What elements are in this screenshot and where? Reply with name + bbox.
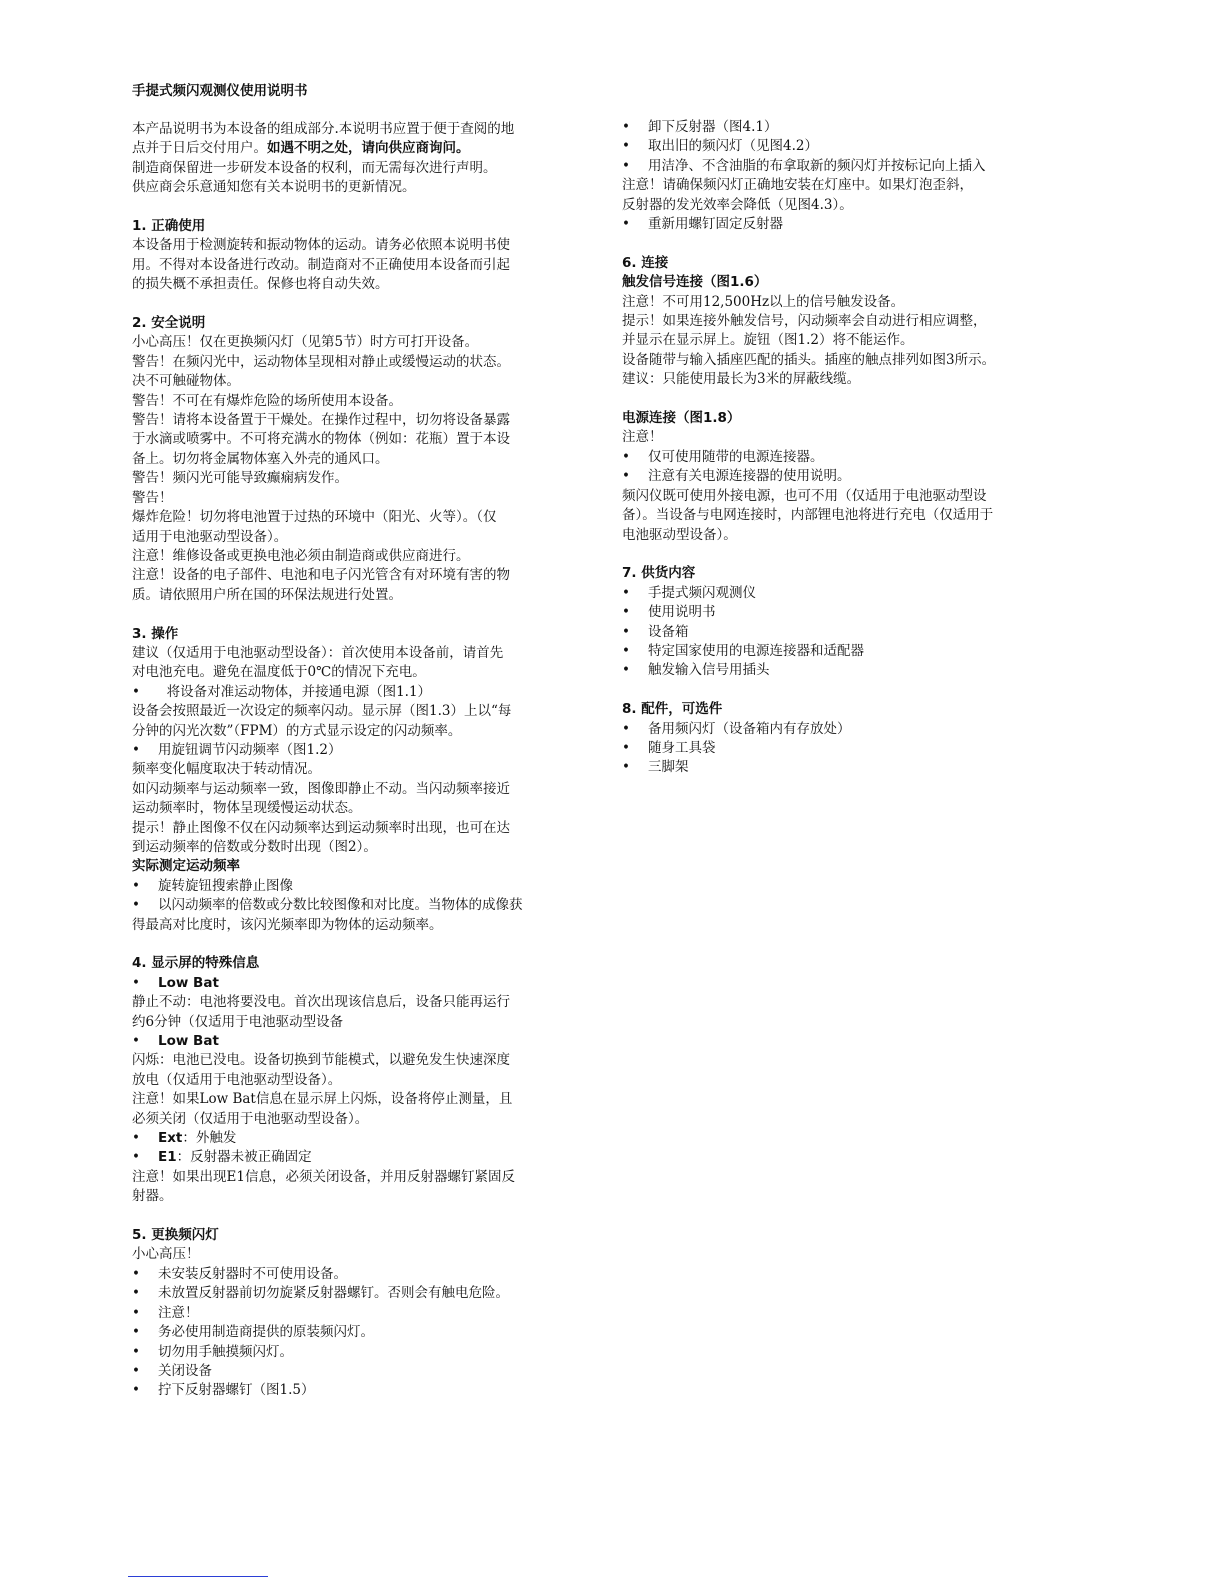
spacer <box>622 234 1082 253</box>
bullet-item <box>132 1284 604 1303</box>
bullet-icon: • <box>132 1362 140 1379</box>
bullet-text: Low Bat <box>158 1033 219 1050</box>
bullet-text: 仅可使用随带的电源连接器。 <box>648 448 824 465</box>
bullet-item <box>132 683 604 702</box>
bullet-item <box>132 1343 604 1362</box>
bullet-text: 拧下反射器螺钉（图1.5） <box>158 1382 315 1399</box>
bullet-text: 使用说明书 <box>648 604 716 621</box>
bullet-icon: • <box>622 448 630 465</box>
spacer <box>132 935 604 954</box>
bullet-text: 注意有关电源连接器的使用说明。 <box>648 468 851 485</box>
bullet-item <box>132 1304 604 1323</box>
text-line: 得最高对比度时，该闪光频率即为物体的运动频率。 <box>132 916 443 933</box>
spacer <box>622 545 1082 564</box>
bullet-icon: • <box>132 1324 140 1341</box>
bullet-icon: • <box>132 1382 140 1399</box>
bullet-item <box>622 448 1082 467</box>
bullet-text: 未安装反射器时不可使用设备。 <box>158 1265 347 1282</box>
bullet-icon: • <box>132 1304 140 1321</box>
text-line: 供应商会乐意通知您有关本说明书的更新情况。 <box>132 179 416 196</box>
bullet-item <box>622 584 1082 603</box>
bullet-icon: • <box>132 683 140 700</box>
text-line: 设备随带与输入插座匹配的插头。插座的触点排列如图3所示。 <box>622 351 996 368</box>
text-line: 电池驱动型设备）。 <box>622 526 737 543</box>
text-line: 静止不动：电池将要没电。首次出现该信息后，设备只能再运行 <box>132 994 510 1011</box>
text-line: 闪烁：电池已没电。设备切换到节能模式，以避免发生快速深度 <box>132 1052 510 1069</box>
bullet-text: ：外触发 <box>182 1130 237 1147</box>
spacer <box>622 681 1082 700</box>
bullet-icon: • <box>622 216 630 233</box>
footnote-rule <box>128 1576 268 1577</box>
subheading: 实际测定运动频率 <box>132 858 240 875</box>
text-line: 适用于电池驱动型设备）。 <box>132 528 288 545</box>
bullet-text: 随身工具袋 <box>648 739 716 756</box>
bullet-text: 触发输入信号用插头 <box>648 662 770 679</box>
section-heading: 2. 安全说明 <box>132 315 206 332</box>
bullet-item <box>622 661 1082 680</box>
text-line: 用。不得对本设备进行改动。制造商对不正确使用本设备而引起 <box>132 256 510 273</box>
bullet-text: 切勿用手触摸频闪灯。 <box>158 1343 293 1360</box>
text-line: 备）。当设备与电网连接时，内部锂电池将进行充电（仅适用于 <box>622 507 994 524</box>
text-line: 分钟的闪光次数”（FPM）的方式显示设定的闪动频率。 <box>132 722 462 739</box>
text-line: 注意！设备的电子部件、电池和电子闪光管含有对环境有害的物 <box>132 567 510 584</box>
bullet-icon: • <box>132 877 140 894</box>
spacer <box>132 198 604 217</box>
text-line: 注意！请确保频闪灯正确地安装在灯座中。如果灯泡歪斜， <box>622 177 973 194</box>
bullet-item <box>132 1362 604 1381</box>
bullet-item <box>622 623 1082 642</box>
section-heading: 8. 配件，可选件 <box>622 701 723 718</box>
bullet-icon: • <box>132 741 140 758</box>
bullet-icon: • <box>622 720 630 737</box>
text-line: 的损失概不承担责任。保修也将自动失效。 <box>132 276 389 293</box>
bullet-item <box>622 758 1082 777</box>
bullet-item <box>622 118 1082 137</box>
text-line: 决不可触碰物体。 <box>132 373 240 390</box>
text-line: 运动频率时，物体呈现缓慢运动状态。 <box>132 800 362 817</box>
bullet-item <box>132 877 604 896</box>
bullet-item <box>132 1129 604 1148</box>
bullet-icon: • <box>132 897 140 914</box>
bullet-item <box>622 467 1082 486</box>
bullet-icon: • <box>622 468 630 485</box>
bullet-text: 注意！ <box>158 1304 199 1321</box>
text-segment: 点并于日后交付用户。 <box>132 140 267 157</box>
text-line: 本设备用于检测旋转和振动物体的运动。请务必依照本说明书使 <box>132 237 510 254</box>
emphasis-text: 如遇不明之处，请向供应商询问。 <box>267 140 470 157</box>
text-line: 本产品说明书为本设备的组成部分.本说明书应置于便于查阅的地 <box>132 121 515 137</box>
bullet-text: 旋转旋钮搜索静止图像 <box>158 877 293 894</box>
bullet-text: 设备箱 <box>648 623 689 640</box>
bullet-text: 用洁净、不含油脂的布拿取新的频闪灯并按标记向上插入 <box>648 157 986 174</box>
bullet-icon: • <box>622 604 630 621</box>
bullet-icon: • <box>132 1265 140 1282</box>
text-line: 制造商保留进一步研发本设备的权利，而无需每次进行声明。 <box>132 159 497 176</box>
section-heading: 1. 正确使用 <box>132 218 206 235</box>
bullet-icon: • <box>622 138 630 155</box>
section-heading: 5. 更换频闪灯 <box>132 1227 219 1244</box>
text-line <box>132 139 604 158</box>
spacer <box>622 390 1082 409</box>
text-line: 建议：只能使用最长为3米的屏蔽线缆。 <box>622 371 861 388</box>
text-line: 警告！在频闪光中，运动物体呈现相对静止或缓慢运动的状态。 <box>132 353 510 370</box>
text-line: 对电池充电。避免在温度低于0℃的情况下充电。 <box>132 664 426 681</box>
bullet-text: 以闪动频率的倍数或分数比较图像和对比度。当物体的成像获 <box>158 897 523 914</box>
bullet-item <box>622 739 1082 758</box>
bullet-icon: • <box>622 584 630 601</box>
bullet-text: 将设备对准运动物体，并接通电源（图1.1） <box>158 683 432 700</box>
bullet-code: Ext <box>158 1130 183 1147</box>
text-line: 反射器的发光效率会降低（见图4.3）。 <box>622 196 853 213</box>
bullet-item <box>132 1148 604 1167</box>
text-line: 放电（仅适用于电池驱动型设备）。 <box>132 1071 342 1088</box>
bullet-icon: • <box>622 642 630 659</box>
bullet-item <box>132 1381 604 1400</box>
bullet-item <box>132 1265 604 1284</box>
bullet-icon: • <box>132 1285 140 1302</box>
bullet-icon: • <box>622 759 630 776</box>
bullet-icon: • <box>132 1130 140 1147</box>
text-line: 建议（仅适用于电池驱动型设备）：首次使用本设备前，请首先 <box>132 644 504 661</box>
text-line: 备上。切勿将金属物体塞入外壳的通风口。 <box>132 450 389 467</box>
bullet-text: ：反射器未被正确固定 <box>176 1149 312 1166</box>
text-line: 必须关闭（仅适用于电池驱动型设备）。 <box>132 1110 369 1127</box>
spacer <box>132 1207 604 1226</box>
text-line: 质。请依照用户所在国的环保法规进行处置。 <box>132 586 402 603</box>
bullet-text: 务必使用制造商提供的原装频闪灯。 <box>158 1324 374 1341</box>
bullet-text: 关闭设备 <box>158 1362 212 1379</box>
bullet-code: E1 <box>158 1149 177 1166</box>
right-column <box>622 118 1082 778</box>
bullet-text: 卸下反射器（图4.1） <box>648 119 778 135</box>
text-line: 小心高压！ <box>132 1246 200 1263</box>
text-line: 警告！请将本设备置于干燥处。在操作过程中，切勿将设备暴露 <box>132 412 510 429</box>
bullet-item <box>622 215 1082 234</box>
bullet-text: 特定国家使用的电源连接器和适配器 <box>648 642 864 659</box>
document-title: 手提式频闪观测仪使用说明书 <box>132 83 308 99</box>
text-line: 注意！如果出现E1信息，必须关闭设备，并用反射器螺钉紧固反 <box>132 1168 515 1185</box>
bullet-text: 用旋钮调节闪动频率（图1.2） <box>158 741 342 758</box>
bullet-item <box>622 157 1082 176</box>
bullet-item <box>622 137 1082 156</box>
section-heading: 3. 操作 <box>132 625 179 642</box>
text-line: 提示！静止图像不仅在闪动频率达到运动频率时出现，也可在达 <box>132 819 510 836</box>
bullet-icon: • <box>622 662 630 679</box>
bullet-icon: • <box>622 157 630 174</box>
bullet-icon: • <box>132 1343 140 1360</box>
bullet-text: 未放置反射器前切勿旋紧反射器螺钉。否则会有触电危险。 <box>158 1285 509 1302</box>
bullet-item <box>622 603 1082 622</box>
bullet-icon: • <box>622 119 630 135</box>
text-line: 设备会按照最近一次设定的频率闪动。显示屏（图1.3）上以“每 <box>132 703 512 720</box>
text-line: 爆炸危险！切勿将电池置于过热的环境中（阳光、火等）。（仅 <box>132 509 497 526</box>
bullet-item <box>132 1323 604 1342</box>
text-line: 射器。 <box>132 1188 173 1205</box>
bullet-icon: • <box>132 1149 140 1166</box>
bullet-item <box>622 642 1082 661</box>
bullet-item <box>132 1032 604 1051</box>
bullet-item <box>132 741 604 760</box>
text-line: 注意！如果Low Bat信息在显示屏上闪烁，设备将停止测量，且 <box>132 1091 513 1108</box>
bullet-icon: • <box>622 623 630 640</box>
bullet-text: 备用频闪灯（设备箱内有存放处） <box>648 720 851 737</box>
text-line: 注意！ <box>622 429 663 446</box>
section-heading: 4. 显示屏的特殊信息 <box>132 955 260 972</box>
bullet-icon: • <box>622 739 630 756</box>
text-line: 于水滴或喷雾中。不可将充满水的物体（例如：花瓶）置于本设 <box>132 431 510 448</box>
text-line: 提示！如果连接外触发信号，闪动频率会自动进行相应调整， <box>622 313 987 330</box>
bullet-item <box>132 974 604 993</box>
text-line: 小心高压！仅在更换频闪灯（见第5节）时方可打开设备。 <box>132 334 479 351</box>
section-heading: 6. 连接 <box>622 254 669 271</box>
bullet-text: 重新用螺钉固定反射器 <box>648 216 783 233</box>
text-line: 到运动频率的倍数或分数时出现（图2）。 <box>132 838 377 855</box>
text-line: 如闪动频率与运动频率一致，图像即静止不动。当闪动频率接近 <box>132 780 510 797</box>
bullet-text: 三脚架 <box>648 759 689 776</box>
bullet-item <box>132 896 604 915</box>
bullet-icon: • <box>132 1033 140 1050</box>
text-line: 警告！ <box>132 489 173 506</box>
spacer <box>132 295 604 314</box>
text-line: 并显示在显示屏上。旋钮（图1.2）将不能运作。 <box>622 332 914 349</box>
text-line: 频闪仪既可使用外接电源，也可不用（仅适用于电池驱动型设 <box>622 487 987 504</box>
bullet-item <box>622 720 1082 739</box>
bullet-icon: • <box>132 974 140 991</box>
text-line: 注意！不可用12,500Hz以上的信号触发设备。 <box>622 293 905 310</box>
left-column <box>132 120 604 1401</box>
text-line: 注意！维修设备或更换电池必须由制造商或供应商进行。 <box>132 547 470 564</box>
text-line: 频率变化幅度取决于转动情况。 <box>132 761 321 778</box>
spacer <box>132 605 604 624</box>
bullet-text: 手提式频闪观测仪 <box>648 584 756 601</box>
text-line: 约6分钟（仅适用于电池驱动型设备 <box>132 1013 344 1030</box>
subheading: 触发信号连接（图1.6） <box>622 274 768 291</box>
text-line: 警告！不可在有爆炸危险的场所使用本设备。 <box>132 392 402 409</box>
bullet-text: 取出旧的频闪灯（见图4.2） <box>648 138 818 155</box>
bullet-text: Low Bat <box>158 974 219 991</box>
text-line: 警告！频闪光可能导致癫痫病发作。 <box>132 470 348 487</box>
section-heading: 7. 供货内容 <box>622 565 696 582</box>
subheading: 电源连接（图1.8） <box>622 410 741 427</box>
